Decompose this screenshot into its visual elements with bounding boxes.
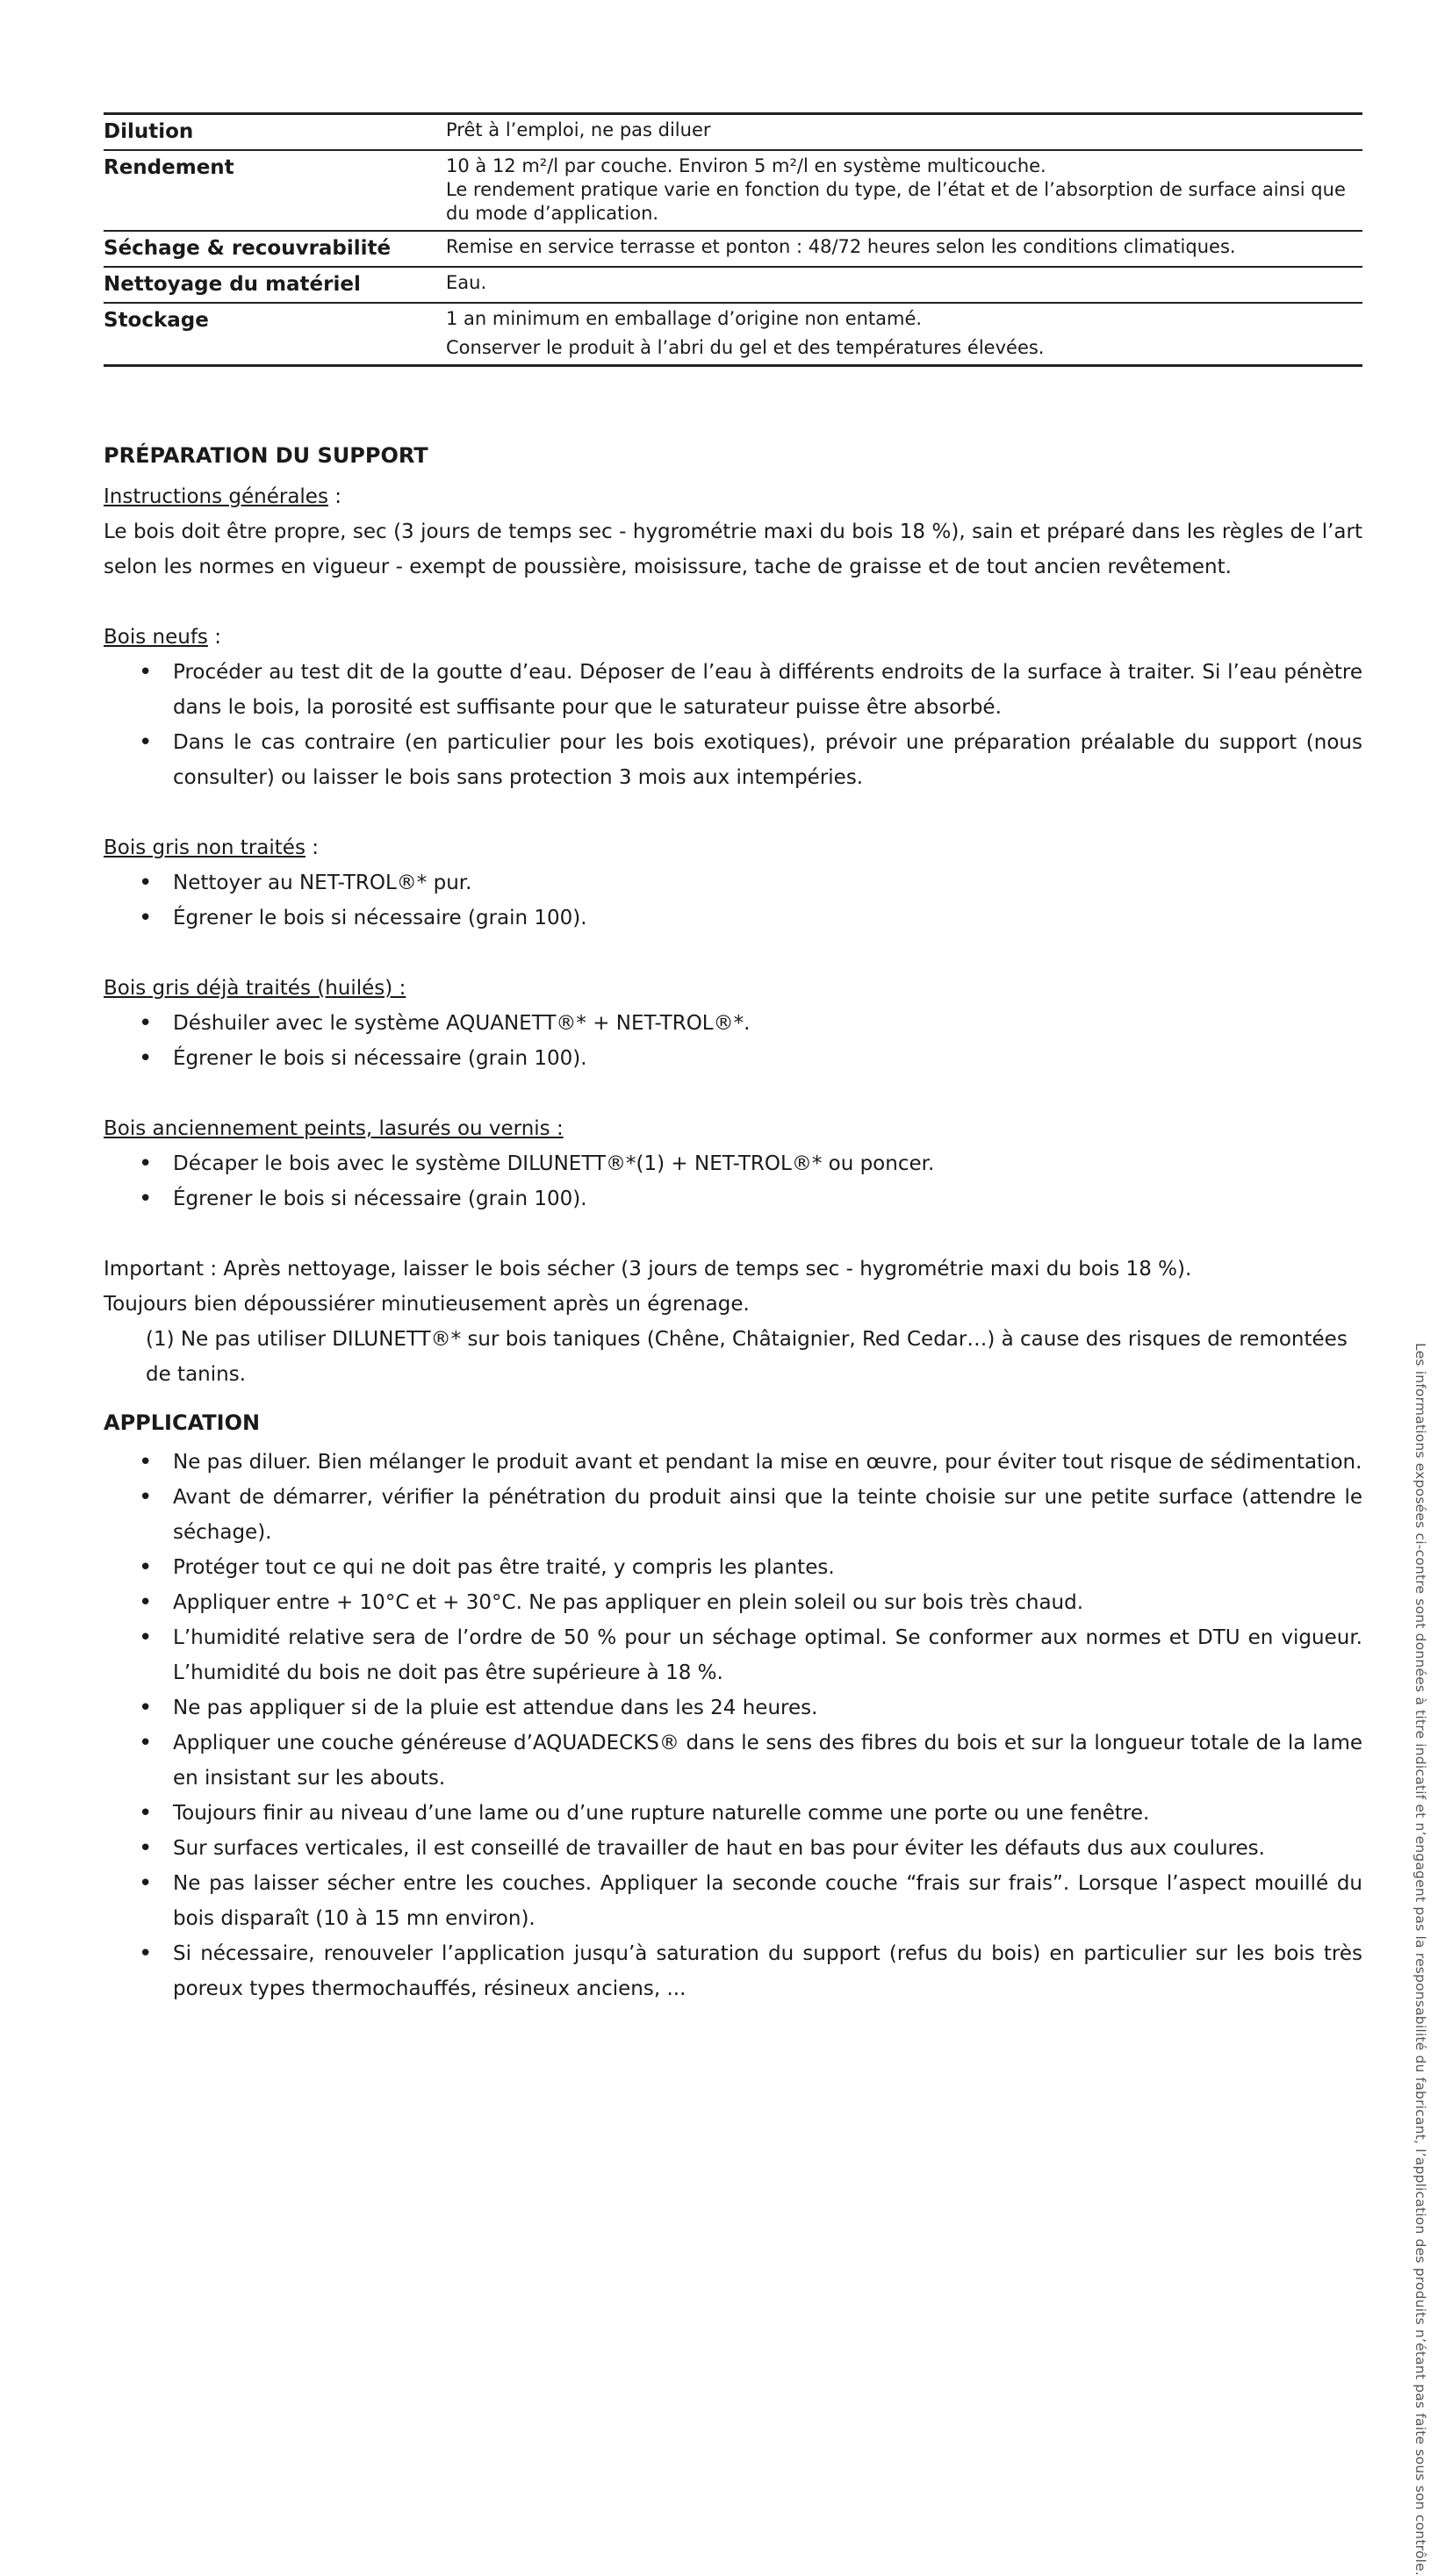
subheading-general [104,479,1362,514]
list-item: • Ne pas diluer. Bien mélanger le produit avant et pendant la mise en œuvre, pour éviter tout risque de sédimentation. [104,1445,1362,1480]
subheading-anciennement-peints [104,1111,1362,1146]
list-item: • Toujours finir au niveau d’une lame ou d’une rupture naturelle comme une porte ou une fenêtre. [104,1796,1362,1831]
row-label: Dilution [104,114,446,151]
dust-note: Toujours bien dépoussiérer minutieusement après un égrenage. [104,1293,750,1316]
list-item: • Ne pas appliquer si de la pluie est attendue dans les 24 heures. [104,1690,1362,1726]
table-row [104,303,1362,366]
spec-table [104,112,1362,367]
row-label: Séchage & recouvrabilité [104,231,446,267]
list-item: • Dans le cas contraire (en particulier pour les bois exotiques), prévoir une préparation préalable du support (nous consulter) ou laisser le bois sans protection 3 mois aux intempéries. [104,725,1362,795]
anciennement-peints-list [104,1146,1362,1216]
bois-neufs-list [104,655,1362,795]
row-label: Stockage [104,309,209,332]
list-item: • Ne pas laisser sécher entre les couches. Appliquer la seconde couche “frais sur frais”. Lorsque l’aspect mouillé du bois disparaît (10 à 15 mn environ). [104,1866,1362,1936]
document-page [104,112,1362,2006]
subheading-gris-non-traites-label: Bois gris non traités [104,836,305,859]
table-row [104,114,1362,151]
row-value [446,303,1362,366]
side-disclaimer: Les informations exposées ci-contre sont données à titre indicatif et n’engagent pas la responsabilité du fabricant, l’application des produits n’étant pas faite sous son contrôle. [1412,1343,1428,2576]
row-label: Nettoyage du matériel [104,267,446,303]
list-item: • Appliquer une couche généreuse d’AQUADECKS® dans le sens des fibres du bois et sur la longueur totale de la lame en insistant sur les abouts. [104,1726,1362,1796]
list-item: • Égrener le bois si nécessaire (grain 100). [104,1041,1362,1076]
list-item: • Appliquer entre + 10°C et + 30°C. Ne pas appliquer en plein soleil ou sur bois très chaud. [104,1585,1362,1620]
list-item: • Procéder au test dit de la goutte d’eau. Déposer de l’eau à différents endroits de la surface à traiter. Si l’eau pénètre dans le bois, la porosité est suffisante pour que le saturateur puisse être absorbé. [104,655,1362,725]
list-item: • Égrener le bois si nécessaire (grain 100). [104,1181,1362,1216]
list-item: • Déshuiler avec le système AQUANETT®* + NET-TROL®*. [104,1006,1362,1041]
list-item: • Si nécessaire, renouveler l’application jusqu’à saturation du support (refus du bois) en particulier sur les bois très poreux types thermochauffés, résineux anciens, ... [104,1936,1362,2006]
subheading-gris-traites-label: Bois gris déjà traités (huilés) : [104,977,406,1000]
value-line: Le rendement pratique varie en fonction du type, de l’état et de l’absorption de surface ainsi que [446,179,1346,200]
list-item: • L’humidité relative sera de l’ordre de 50 % pour un séchage optimal. Se conformer aux normes et DTU en vigueur. L’humidité du bois ne doit pas être supérieure à 18 %. [104,1620,1362,1690]
general-instructions-text: Le bois doit être propre, sec (3 jours de temps sec - hygrométrie maxi du bois 18 %), sain et préparé dans les règles de l’art selon les normes en vigueur - exempt de poussière, moisissure, tache de graisse et de tout ancien revêtement. [104,520,1362,578]
list-item: • Décaper le bois avec le système DILUNETT®*(1) + NET-TROL®* ou poncer. [104,1146,1362,1181]
subheading-gris-traites [104,971,1362,1006]
value-line: du mode d’application. [446,203,659,224]
subheading-anciennement-peints-label: Bois anciennement peints, lasurés ou vernis : [104,1117,564,1140]
gris-non-traites-list [104,865,1362,936]
value-line: Prêt à l’emploi, ne pas diluer [446,119,711,140]
gris-traites-list [104,1006,1362,1076]
table-row [104,231,1362,267]
subheading-bois-neufs [104,620,1362,655]
footnote: (1) Ne pas utiliser DILUNETT®* sur bois taniques (Chêne, Châtaignier, Red Cedar…) à cause des risques de remontées de tanins. [146,1328,1348,1386]
value-line: Remise en service terrasse et ponton : 48/72 heures selon les conditions climatiques. [446,236,1236,257]
subheading-suffix: : [327,485,342,508]
table-row [104,150,1362,231]
value-line: Eau. [446,272,487,293]
table-row [104,267,1362,303]
row-value [446,267,1362,303]
subheading-general-label: Instructions générales [104,485,328,508]
list-item: • Avant de démarrer, vérifier la pénétration du produit ainsi que la teinte choisie sur une petite surface (attendre le séchage). [104,1480,1362,1550]
row-value [446,114,1362,151]
subheading-bois-neufs-label: Bois neufs [104,626,208,649]
value-line: 1 an minimum en emballage d’origine non entamé. [446,308,923,329]
application-list [104,1445,1362,2006]
list-item: • Sur surfaces verticales, il est conseillé de travailler de haut en bas pour éviter les défauts dus aux coulures. [104,1831,1362,1866]
list-item: • Égrener le bois si nécessaire (grain 100). [104,901,1362,936]
row-value [446,150,1362,231]
list-item: • Nettoyer au NET-TROL®* pur. [104,865,1362,901]
value-line: Conserver le produit à l’abri du gel et des températures élevées. [446,337,1045,358]
row-value [446,231,1362,267]
section-title-preparation: PRÉPARATION DU SUPPORT [104,443,428,468]
list-item: • Protéger tout ce qui ne doit pas être traité, y compris les plantes. [104,1550,1362,1585]
important-note: Important : Après nettoyage, laisser le bois sécher (3 jours de temps sec - hygrométrie maxi du bois 18 %). [104,1258,1192,1281]
subheading-gris-non-traites [104,830,1362,865]
row-label: Rendement [104,150,446,231]
subheading-suffix: : [305,836,319,859]
subheading-suffix: : [207,626,221,649]
value-line: 10 à 12 m²/l par couche. Environ 5 m²/l en système multicouche. [446,155,1046,176]
section-title-application: APPLICATION [104,1410,261,1435]
